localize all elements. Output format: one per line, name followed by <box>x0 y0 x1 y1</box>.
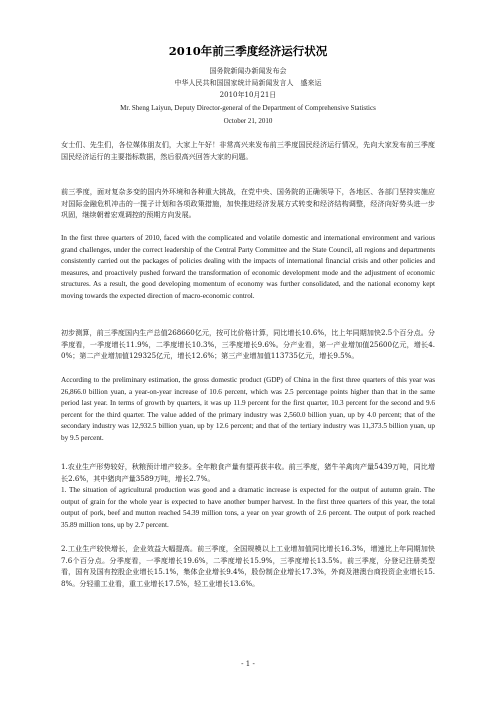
paragraph-agriculture-en: 1. The situation of agricultural production was good and a dramatic increase is expected for the output of autumn grain. The output of grain for the whole year is expected to have another bumper harvest. In the first three quarters of this year, the total output of pork, beef and mutton reached 54.39 million tons, a year on year growth of 2.6 percent. The output of pork reached 35.89 million tons, up by 2.7 percent. <box>61 486 435 529</box>
date-en: October 21, 2010 <box>223 117 273 125</box>
organization-line: 国务院新闻办新闻发布会 <box>209 67 287 75</box>
paragraph-agriculture-cn: 1.农业生产形势较好，秋粮预计增产较多。全年粮食产量有望再获丰收。前三季度，猪牛羊禽肉产量5439万吨，同比增长2.6%，其中猪肉产量3589万吨，增长2.7%。 <box>61 462 435 483</box>
paragraph-overview-cn: 前三季度，面对复杂多变的国内外环境和各种重大挑战，在党中央、国务院的正确领导下，各地区、各部门坚持实施应对国际金融危机冲击的一揽子计划和各项政策措施，加快推进经济发展方式转变和经济结构调整，经济向好势头进一步巩固，继续朝着宏观调控的预期方向发展。 <box>61 187 435 220</box>
paragraph-greeting: 女士们、先生们，各位媒体朋友们，大家上午好！非常高兴来发布前三季度国民经济运行情况，先向大家发布前三季度国民经济运行的主要指标数据，然后很高兴回答大家的问题。 <box>61 140 435 161</box>
document-title: 2010年前三季度经济运行状况 <box>168 44 328 58</box>
paragraph-industry-cn: 2.工业生产较快增长，企业效益大幅提高。前三季度，全国规模以上工业增加值同比增长16.3%，增速比上年同期加快7.6个百分点。分季度看，一季度增长19.6%，二季度增长15.9%，三季度增长13.5%。前三季度，分登记注册类型看，国有及国有控股企业增长15.1%，集体企业增长9.4%，股份制企业增长17.3%，外商及港澳台商投资企业增长15.8%。分轻重工业看，重工业增长17.5%，轻工业增长13.6%。 <box>61 544 435 588</box>
paragraph-gdp-cn: 初步测算，前三季度国内生产总值268660亿元，按可比价格计算，同比增长10.6%，比上年同期加快2.5个百分点。分季度看，一季度增长11.9%，二季度增长10.3%，三季度增长9.6%。分产业看，第一产业增加值25600亿元，增长4.0%；第二产业增加值129325亿元，增长12.6%；第三产业增加值113735亿元，增长9.5%。 <box>61 328 435 361</box>
date-cn: 2010年10月21日 <box>219 91 277 99</box>
speaker-line-cn: 中华人民共和国国家统计局新闻发言人 盛来运 <box>174 79 322 87</box>
speaker-line-en: Mr. Sheng Laiyun, Deputy Director-general of the Department of Comprehensive Statistics <box>120 104 376 112</box>
paragraph-gdp-en: According to the preliminary estimation, the gross domestic product (GDP) of China in the first three quarters of this year was 26,866.0 billion yuan, a year-on-year increase of 10.6 percent, which was 2.5 percentage points higher than that in the same period last year. In terms of growth by quarters, it was up 11.9 percent for the first quarter, 10.3 percent for the second and 9.6 percent for the third quarter. The value added of the primary industry was 2,560.0 billion yuan, up by 4.0 percent; that of the secondary industry was 12,932.5 billion yuan, up by 12.6 percent; and that of the tertiary industry was 11,373.5 billion yuan, up by 9.5 percent. <box>61 376 435 442</box>
paragraph-overview-en: In the first three quarters of 2010, faced with the complicated and volatile domestic and international environment and various grand challenges, under the correct leadership of the Central Party Committee and the State Council, all regions and departments consistently carried out the packages of policies dealing with the impacts of international financial crisis and other policies and measures, and proactively pushed forward the transformation of economic development mode and the adjustment of economic structures. As a result, the good developing momentum of economy was further consolidated, and the national economy kept moving towards the expected direction of macro-economic control. <box>61 234 435 300</box>
page-number: - 1 - <box>241 660 255 668</box>
